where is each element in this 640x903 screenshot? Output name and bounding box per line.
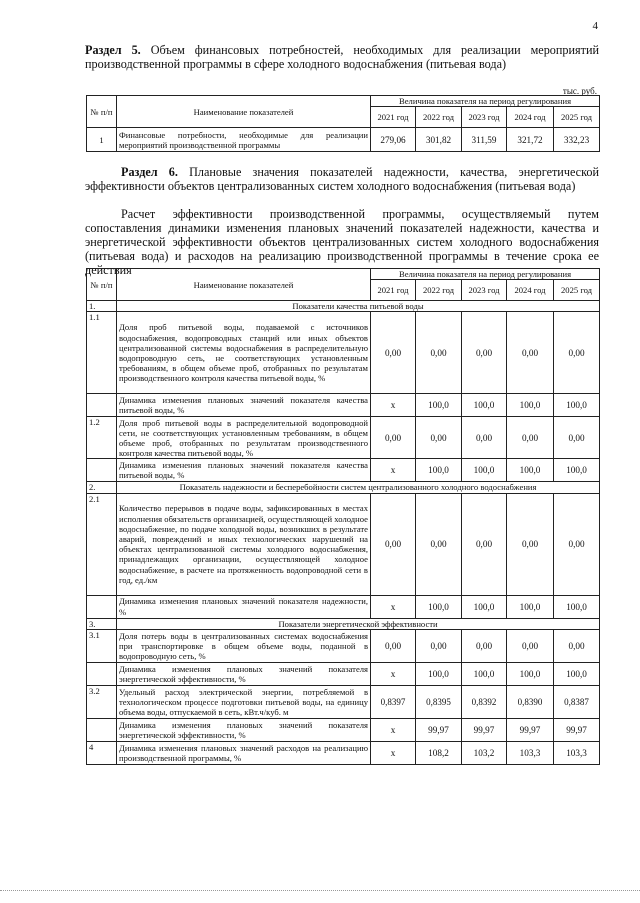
- value-cell: 100,0: [462, 459, 507, 482]
- page-number: 4: [592, 20, 598, 32]
- table-row: [87, 718, 600, 741]
- table-row: [87, 685, 600, 718]
- row-num: 1: [87, 128, 117, 152]
- year-header: 2024 год: [507, 107, 554, 128]
- group-row: [87, 618, 600, 629]
- value-cell: 0,00: [416, 312, 462, 394]
- section5-title: Объем финансовых потребностей, необходимых для реализации мероприятий производственной программы в сфере холодного водоснабжения (питьевая вода): [85, 43, 599, 71]
- value-cell: 0,8397: [371, 685, 416, 718]
- value-cell: 100,0: [462, 595, 507, 618]
- group-title: Показатель надежности и бесперебойности систем централизованного холодного водоснабжения: [117, 482, 600, 493]
- table-row: [87, 493, 600, 595]
- indicators-table: [86, 268, 600, 765]
- value-cell: 0,00: [371, 417, 416, 459]
- row-num: [87, 662, 117, 685]
- year-header: 2024 год: [507, 280, 554, 301]
- value-cell: 279,06: [371, 128, 416, 152]
- group-num: 3.: [87, 618, 117, 629]
- value-cell: 99,97: [416, 718, 462, 741]
- value-cell: 0,8392: [462, 685, 507, 718]
- value-cell: 311,59: [462, 128, 507, 152]
- table-row: [87, 459, 600, 482]
- year-header: 2025 год: [554, 107, 600, 128]
- value-cell: 0,00: [554, 493, 600, 595]
- row-name: Финансовые потребности, необходимые для реализации мероприятий производственной программы: [117, 128, 371, 152]
- row-name: Динамика изменения плановых значений показателя надежности, %: [117, 595, 371, 618]
- col-period-header: Величина показателя на период регулирования: [371, 96, 600, 107]
- col-num-header: № п/п: [87, 269, 117, 301]
- value-cell: 99,97: [462, 718, 507, 741]
- value-cell: 100,0: [554, 662, 600, 685]
- group-row: [87, 301, 600, 312]
- value-cell: 100,0: [416, 662, 462, 685]
- row-num: [87, 595, 117, 618]
- row-name: Динамика изменения плановых значений показателя качества питьевой воды, %: [117, 459, 371, 482]
- table-row: [87, 312, 600, 394]
- unit-label: тыс. руб.: [562, 86, 597, 96]
- section6-title: Плановые значения показателей надежности, качества, энергетической эффективности объектов централизованных систем холодного водоснабжения (питьевая вода): [85, 165, 599, 193]
- table-row: [87, 595, 600, 618]
- row-name: Количество перерывов в подаче воды, зафиксированных в местах исполнения обязательств организацией, осуществляющей холодное водоснабжение, по подаче холодной воды, возникших в результате аварий, повреждений и иных технологических нарушений на объектах централизованной системы холодного водоснабжения, принадлежащих организации, осуществляющей холодное водоснабжение, в расчете на протяженность водопроводной сети в год, ед./км: [117, 493, 371, 595]
- row-name: Доля проб питьевой воды в распределительной водопроводной сети, не соответствующих установленным требованиям, в общем объеме проб, отобранных по результатам производственного контроля качества питьевой воды, %: [117, 417, 371, 459]
- year-header: 2023 год: [462, 280, 507, 301]
- table-row: [87, 662, 600, 685]
- value-cell: 100,0: [416, 459, 462, 482]
- group-num: 2.: [87, 482, 117, 493]
- value-cell: 0,8387: [554, 685, 600, 718]
- value-cell: 0,00: [371, 312, 416, 394]
- value-cell: 0,00: [462, 312, 507, 394]
- value-cell: 100,0: [416, 595, 462, 618]
- value-cell: 0,00: [371, 493, 416, 595]
- value-cell: 103,3: [507, 741, 554, 764]
- table-row: [87, 128, 600, 152]
- section6-label: Раздел 6.: [121, 165, 178, 179]
- year-header: 2021 год: [371, 280, 416, 301]
- table-row: [87, 417, 600, 459]
- row-name: Удельный расход электрической энергии, потребляемой в технологическом процессе подготовки питьевой воды, на единицу объема воды, отпускаемой в сеть, кВт.ч/куб. м: [117, 685, 371, 718]
- value-cell: 0,00: [371, 629, 416, 662]
- value-cell: 0,00: [462, 493, 507, 595]
- value-cell: х: [371, 741, 416, 764]
- value-cell: х: [371, 394, 416, 417]
- table-row: [87, 394, 600, 417]
- section5-label: Раздел 5.: [85, 43, 141, 57]
- value-cell: 100,0: [507, 394, 554, 417]
- row-num: [87, 718, 117, 741]
- col-num-header: № п/п: [87, 96, 117, 128]
- row-name: Динамика изменения плановых значений показателя энергетической эффективности, %: [117, 662, 371, 685]
- value-cell: 301,82: [416, 128, 462, 152]
- col-name-header: Наименование показателей: [117, 96, 371, 128]
- value-cell: 100,0: [507, 459, 554, 482]
- value-cell: 0,00: [416, 629, 462, 662]
- value-cell: х: [371, 662, 416, 685]
- row-name: Динамика изменения плановых значений показателя энергетической эффективности, %: [117, 718, 371, 741]
- value-cell: 0,8395: [416, 685, 462, 718]
- row-num: 3.1: [87, 629, 117, 662]
- table-row: [87, 629, 600, 662]
- value-cell: 100,0: [554, 595, 600, 618]
- row-name: Доля потерь воды в централизованных системах водоснабжения при транспортировке в общем объеме воды, поданной в водопроводную сеть, %: [117, 629, 371, 662]
- table-row: [87, 741, 600, 764]
- section5-heading: [85, 43, 599, 71]
- value-cell: 0,00: [507, 629, 554, 662]
- col-name-header: Наименование показателей: [117, 269, 371, 301]
- year-header: 2022 год: [416, 107, 462, 128]
- value-cell: 100,0: [416, 394, 462, 417]
- value-cell: 103,2: [462, 741, 507, 764]
- row-num: [87, 394, 117, 417]
- value-cell: 100,0: [554, 459, 600, 482]
- value-cell: 0,00: [507, 493, 554, 595]
- row-num: 3.2: [87, 685, 117, 718]
- value-cell: 0,00: [462, 629, 507, 662]
- value-cell: 0,00: [554, 312, 600, 394]
- value-cell: 0,00: [462, 417, 507, 459]
- row-num: 2.1: [87, 493, 117, 595]
- scan-edge-divider: [0, 890, 640, 891]
- value-cell: 332,23: [554, 128, 600, 152]
- row-num: 1.2: [87, 417, 117, 459]
- group-title: Показатели энергетической эффективности: [117, 618, 600, 629]
- value-cell: 0,00: [507, 417, 554, 459]
- value-cell: 108,2: [416, 741, 462, 764]
- value-cell: 0,00: [416, 417, 462, 459]
- value-cell: 100,0: [462, 662, 507, 685]
- value-cell: 0,8390: [507, 685, 554, 718]
- value-cell: 0,00: [554, 417, 600, 459]
- value-cell: 100,0: [554, 394, 600, 417]
- year-header: 2021 год: [371, 107, 416, 128]
- value-cell: 321,72: [507, 128, 554, 152]
- financial-table: [86, 95, 600, 152]
- value-cell: 100,0: [507, 595, 554, 618]
- value-cell: 99,97: [507, 718, 554, 741]
- value-cell: 99,97: [554, 718, 600, 741]
- section6-paragraph: Расчет эффективности производственной программы, осуществляемый путем сопоставления динамики изменения плановых значений показателей надежности, качества и энергетической эффективности объектов централизованных систем холодного водоснабжения (питьевая вода) и расходов на реализацию производственной программы в течение срока ее действия: [85, 207, 599, 277]
- value-cell: 100,0: [507, 662, 554, 685]
- value-cell: х: [371, 718, 416, 741]
- value-cell: 0,00: [554, 629, 600, 662]
- group-title: Показатели качества питьевой воды: [117, 301, 600, 312]
- year-header: 2022 год: [416, 280, 462, 301]
- row-name: Динамика изменения плановых значений показателя качества питьевой воды, %: [117, 394, 371, 417]
- row-name: Доля проб питьевой воды, подаваемой с источников водоснабжения, водопроводных станций или иных объектов централизованной системы водоснабжения в распределительную водопроводную сеть, не соответствующих установленным требованиям, в общем объеме проб, отобранных по результатам производственного контроля качества питьевой воды, %: [117, 312, 371, 394]
- value-cell: х: [371, 595, 416, 618]
- col-period-header: Величина показателя на период регулирования: [371, 269, 600, 280]
- value-cell: 0,00: [507, 312, 554, 394]
- row-num: 4: [87, 741, 117, 764]
- group-row: [87, 482, 600, 493]
- year-header: 2025 год: [554, 280, 600, 301]
- year-header: 2023 год: [462, 107, 507, 128]
- row-num: 1.1: [87, 312, 117, 394]
- value-cell: 0,00: [416, 493, 462, 595]
- group-num: 1.: [87, 301, 117, 312]
- value-cell: 103,3: [554, 741, 600, 764]
- row-name: Динамика изменения плановых значений расходов на реализацию производственной программы, %: [117, 741, 371, 764]
- value-cell: х: [371, 459, 416, 482]
- value-cell: 100,0: [462, 394, 507, 417]
- section6-heading: [85, 165, 599, 193]
- row-num: [87, 459, 117, 482]
